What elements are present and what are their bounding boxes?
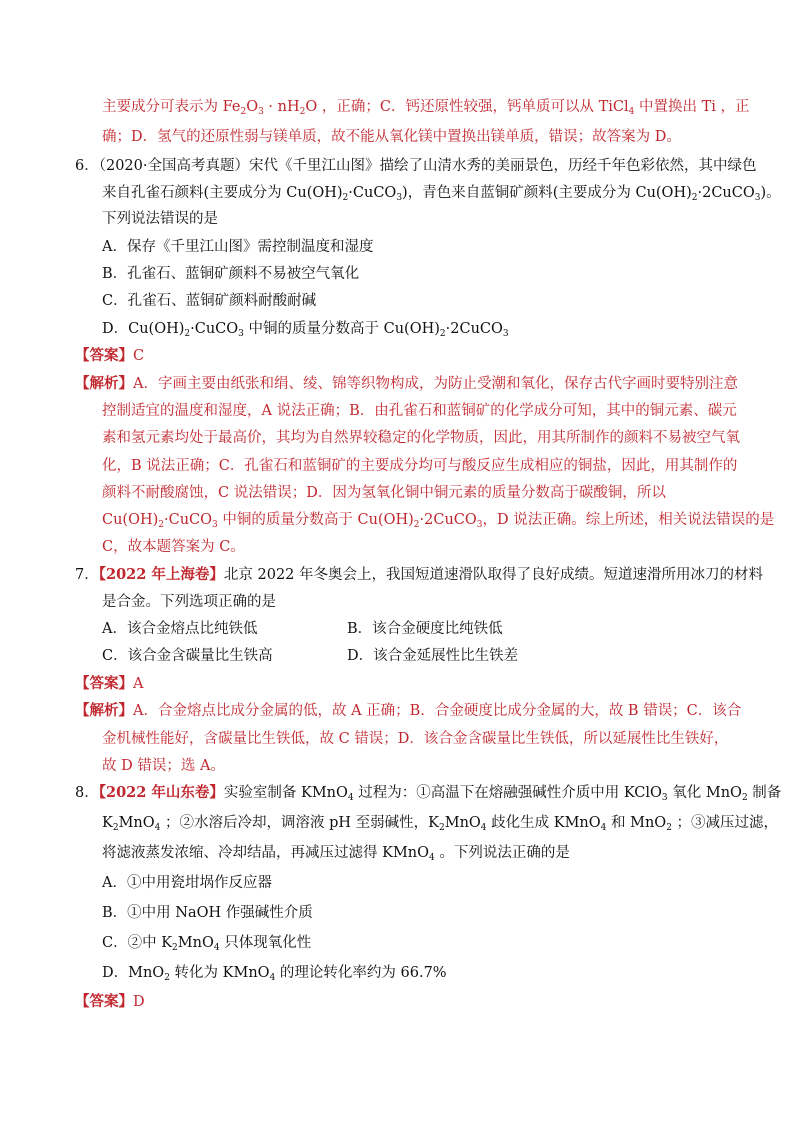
- text: )。: [760, 185, 781, 201]
- q8-stem-line-2: [102, 813, 778, 833]
- text: 中铜的质量分数高于 Cu(OH): [217, 512, 414, 528]
- subscript: 3: [754, 193, 761, 203]
- q6-analysis-line-3: 素和氢元素均处于最高价，其均为自然界较稳定的化学物质，因此，用其所制作的颜料不易被空气氧: [102, 430, 740, 446]
- subscript: 2: [172, 943, 178, 953]
- q7-option-a: A．该合金熔点比纯铁低: [102, 621, 258, 637]
- text: D．Cu(OH): [102, 321, 185, 337]
- subscript: 4: [600, 823, 607, 833]
- q8-stem-line-3: [102, 843, 570, 863]
- text: ·CuCO: [190, 321, 239, 337]
- text: 来自孔雀石颜料(主要成分为 Cu(OH): [102, 185, 343, 201]
- q7-stem-line-2: 是合金。下列选项正确的是: [102, 594, 276, 610]
- text: ，D 说法正确。综上所述，相关说法错误的是: [482, 512, 775, 528]
- text: 过程为：①高温下在熔融强碱性介质中用 KClO: [353, 785, 662, 801]
- text: ；②水溶后冷却，调溶液 pH 至弱碱性，K: [160, 815, 439, 831]
- text: D．MnO: [102, 965, 165, 981]
- question-source: 【2022 年上海卷】: [98, 566, 224, 583]
- subscript: 4: [213, 943, 220, 953]
- subscript: 3: [476, 520, 483, 530]
- text: · nH: [263, 99, 300, 115]
- text: ·CuCO: [164, 512, 213, 528]
- subscript: 2: [342, 193, 349, 203]
- q6-analysis-line-5: 颜料不耐酸腐蚀，C 说法错误；D．因为氢氧化铜中铜元素的质量分数高于碳酸铜，所以: [102, 485, 666, 501]
- subscript: 3: [212, 520, 218, 530]
- analysis-label: 【解析】: [75, 375, 133, 392]
- text: )，青色来自蓝铜矿颜料(主要成分为 Cu(OH): [402, 185, 692, 201]
- q6-answer: [75, 346, 144, 366]
- text: 氧化 MnO: [667, 785, 742, 801]
- q6-stem-line-2: [102, 183, 781, 203]
- text: 将滤液蒸发浓缩、冷却结晶，再减压过滤得 KMnO: [102, 845, 430, 861]
- q8-option-a: A．①中用瓷坩埚作反应器: [102, 875, 272, 891]
- q6-analysis-line-4: 化，B 说法正确；C．孔雀石和蓝铜矿的主要成分均可与酸反应生成相应的铜盐，因此，用其制作的: [102, 458, 738, 474]
- text: A．字画主要由纸张和绢、绫、锦等织物构成，为防止受潮和氧化，保存古代字画时要特别注意: [133, 376, 738, 392]
- text: Cu(OH): [102, 512, 159, 528]
- q6-option-c: C．孔雀石、蓝铜矿颜料耐酸耐碱: [102, 293, 317, 309]
- q7-analysis-line-1: [75, 701, 741, 721]
- subscript: 3: [396, 193, 403, 203]
- text: A．合金熔点比成分金属的低，故 A 正确；B．合金硬度比成分金属的大，故 B 错误；C．该合: [133, 703, 742, 719]
- text: 转化为 KMnO: [169, 965, 270, 981]
- q6-analysis-line-6: [102, 510, 774, 530]
- q6-analysis-line-7: C，故本题答案为 C。: [102, 539, 245, 555]
- q8-option-c: [102, 933, 311, 953]
- q7-option-c: C．该合金含碳量比生铁高: [102, 648, 273, 664]
- answer-value: C: [133, 348, 145, 364]
- prev-solution-line-2: 确；D．氢气的还原性弱与镁单质，故不能从氧化镁中置换出镁单质，错误；故答案为 D。: [102, 129, 681, 145]
- subscript: 4: [154, 823, 161, 833]
- q6-option-a: A．保存《千里江山图》需控制温度和湿度: [102, 239, 374, 255]
- text: O: [246, 99, 259, 115]
- q6-option-b: B．孔雀石、蓝铜矿颜料不易被空气氧化: [102, 266, 360, 282]
- text: K: [102, 815, 113, 831]
- q6-option-d: [102, 319, 509, 339]
- q8-answer: [75, 992, 145, 1012]
- subscript: 3: [661, 793, 668, 803]
- text: ；③减压过滤，: [671, 815, 779, 831]
- q7-answer: [75, 674, 143, 694]
- text: 实验室制备 KMnO: [223, 785, 348, 801]
- subscript: 2: [666, 823, 672, 833]
- q8-option-b: B．①中用 NaOH 作强碱性介质: [102, 905, 313, 921]
- prev-solution-line-1: [102, 97, 750, 117]
- text: ·2CuCO: [697, 185, 755, 201]
- text: MnO: [177, 935, 214, 951]
- answer-label: 【答案】: [75, 993, 133, 1010]
- subscript: 2: [691, 193, 698, 203]
- text: 和 MnO: [606, 815, 667, 831]
- subscript: 2: [741, 793, 748, 803]
- text: 的理论转化率约为 66.7%: [275, 965, 447, 981]
- q7-stem-line-1: [75, 565, 763, 585]
- q6-analysis-line-2: 控制适宜的温度和湿度，A 说法正确；B．由孔雀石和蓝铜矿的化学成分可知，其中的铜元素、碳元: [102, 403, 737, 419]
- text: 宋代《千里江山图》描绘了山清水秀的美丽景色，历经千年色彩依然，其中绿色: [249, 158, 757, 174]
- subscript: 2: [438, 823, 445, 833]
- subscript: 4: [628, 107, 635, 117]
- subscript: 4: [480, 823, 487, 833]
- text: MnO: [444, 815, 481, 831]
- text: 主要成分可表示为 Fe: [102, 99, 241, 115]
- q7-analysis-line-3: 故 D 错误；选 A。: [102, 758, 225, 774]
- q6-analysis-line-1: [75, 374, 738, 394]
- text: 中铜的质量分数高于 Cu(OH): [243, 321, 440, 337]
- text: 中置换出 Ti ，正: [634, 99, 750, 115]
- question-source: 【2022 年山东卷】: [98, 784, 224, 801]
- text: 只体现氧化性: [219, 935, 312, 951]
- q7-analysis-line-2: 金机械性能好，含碳量比生铁低，故 C 错误；D．该合金含碳量比生铁低，所以延展性比生铁好，: [102, 731, 729, 747]
- q7-option-b: B．该合金硬度比纯铁低: [347, 621, 503, 637]
- analysis-label: 【解析】: [75, 702, 133, 719]
- text: 北京 2022 年冬奥会上，我国短道速滑队取得了良好成绩。短道速滑所用冰刀的材料: [223, 567, 764, 583]
- text: ·2CuCO: [419, 512, 477, 528]
- answer-label: 【答案】: [75, 675, 133, 692]
- question-number: 8．: [75, 785, 99, 801]
- subscript: 2: [158, 520, 165, 530]
- text: O ，正确；C．钙还原性较强，钙单质可以从 TiCl: [305, 99, 629, 115]
- subscript: 2: [439, 329, 446, 339]
- subscript: 2: [299, 107, 306, 117]
- subscript: 4: [269, 973, 276, 983]
- subscript: 3: [502, 329, 509, 339]
- subscript: 4: [429, 853, 435, 863]
- q6-stem-line-3: 下列说法错误的是: [102, 211, 218, 227]
- text: 。下列说法正确的是: [434, 845, 570, 861]
- question-number: 7．: [75, 567, 99, 583]
- subscript: 2: [240, 107, 247, 117]
- answer-label: 【答案】: [75, 347, 133, 364]
- q8-stem-line-1: [75, 783, 781, 803]
- text: C．②中 K: [102, 935, 173, 951]
- subscript: 2: [112, 823, 119, 833]
- q6-stem-line-1: [75, 156, 757, 176]
- answer-value: A: [133, 676, 144, 692]
- subscript: 2: [413, 520, 420, 530]
- subscript: 4: [347, 793, 354, 803]
- text: 歧化生成 KMnO: [486, 815, 601, 831]
- q7-option-d: D．该合金延展性比生铁差: [347, 648, 519, 664]
- text: ·CuCO: [348, 185, 397, 201]
- answer-value: D: [133, 994, 145, 1010]
- text: 制备: [747, 785, 782, 801]
- subscript: 2: [184, 329, 191, 339]
- text: MnO: [118, 815, 155, 831]
- subscript: 3: [238, 329, 244, 339]
- text: ·2CuCO: [445, 321, 503, 337]
- subscript: 2: [164, 973, 170, 983]
- question-source: （2020·全国高考真题）: [98, 158, 249, 174]
- question-number: 6．: [75, 158, 99, 174]
- q8-option-d: [102, 963, 447, 983]
- subscript: 3: [258, 107, 264, 117]
